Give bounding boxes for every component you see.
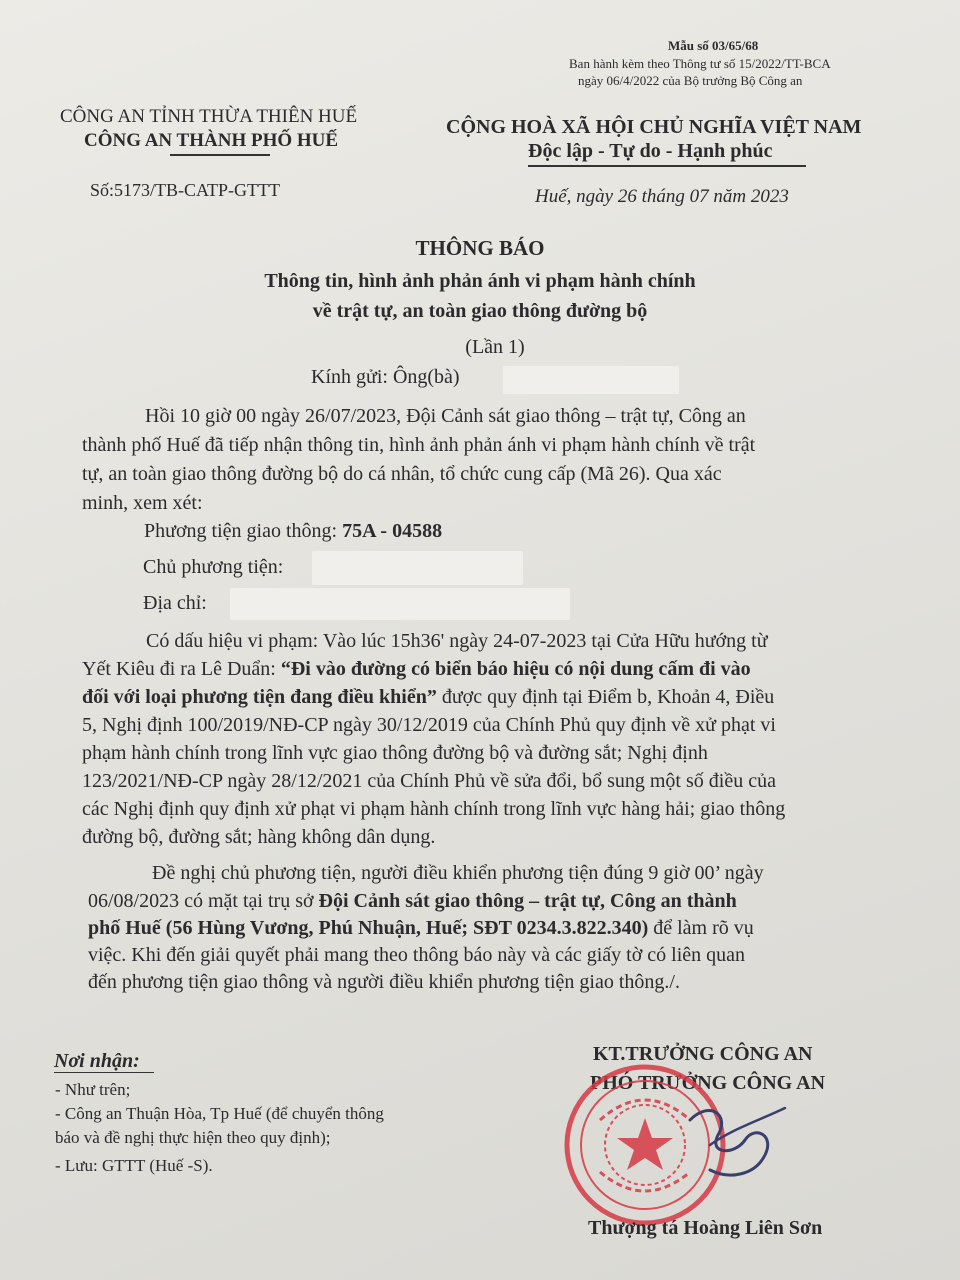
- signer-name: Thượng tá Hoàng Liên Sơn: [588, 1217, 823, 1239]
- receivers-heading: Nơi nhận:: [54, 1050, 140, 1072]
- form-number: Mẫu số 03/65/68: [668, 38, 759, 53]
- paragraph-line: minh, xem xét:: [82, 492, 203, 514]
- redacted-address: [230, 588, 570, 620]
- receiver-item: báo và đề nghị thực hiện theo quy định);: [55, 1128, 331, 1147]
- paragraph-line: Hồi 10 giờ 00 ngày 26/07/2023, Đội Cảnh sát giao thông – trật tự, Công an: [145, 405, 746, 427]
- paragraph-line: đến phương tiện giao thông và người điều khiển phương tiện giao thông./.: [88, 971, 680, 993]
- recipient-label: Kính gửi: Ông(bà): [311, 366, 460, 388]
- redacted-recipient: [503, 366, 679, 394]
- official-seal-icon: [560, 1060, 790, 1230]
- signature-title: KT.TRƯỞNG CÔNG AN: [593, 1043, 813, 1065]
- country-name: CỘNG HOÀ XÃ HỘI CHỦ NGHĨA VIỆT NAM: [446, 116, 862, 138]
- office-address: Đội Cảnh sát giao thông – trật tự, Công an thành: [318, 890, 737, 912]
- paragraph-line: phố Huế (56 Hùng Vương, Phú Nhuận, Huế; SĐT 0234.3.822.340) để làm rõ vụ: [88, 917, 754, 939]
- receiver-item: - Công an Thuận Hòa, Tp Huế (để chuyển thông: [55, 1104, 384, 1123]
- document-number: Số:5173/TB-CATP-GTTT: [90, 180, 281, 200]
- violation-description: đối với loại phương tiện đang điều khiển”: [82, 686, 437, 708]
- document-subtitle: Thông tin, hình ảnh phản ánh vi phạm hành chính: [264, 270, 696, 292]
- paragraph-line: Đề nghị chủ phương tiện, người điều khiển phương tiện đúng 9 giờ 00’ ngày: [152, 862, 764, 884]
- paragraph-line: Có dấu hiệu vi phạm: Vào lúc 15h36' ngày 24-07-2023 tại Cửa Hữu hướng từ: [146, 630, 768, 652]
- paragraph-line: 5, Nghị định 100/2019/NĐ-CP ngày 30/12/2019 của Chính Phủ quy định về xử phạt vi: [82, 714, 776, 736]
- plate-number: 75A - 04588: [342, 520, 443, 542]
- paragraph-line: phạm hành chính trong lĩnh vực giao thông đường bộ và đường sắt; Nghị định: [82, 742, 708, 764]
- paragraph-line: 06/08/2023 có mặt tại trụ sở Đội Cảnh sát giao thông – trật tự, Công an thành: [88, 890, 737, 912]
- address-label: Địa chỉ:: [143, 592, 207, 614]
- notice-count: (Lần 1): [465, 336, 525, 358]
- form-issued-line: ngày 06/4/2022 của Bộ trưởng Bộ Công an: [578, 73, 803, 88]
- receivers-underline: [54, 1072, 154, 1073]
- paragraph-line: các Nghị định quy định xử phạt vi phạm hành chính trong lĩnh vực hàng hải; giao thông: [82, 798, 786, 820]
- paragraph-line: đường bộ, đường sắt; hàng không dân dụng.: [82, 826, 436, 848]
- receiver-item: - Như trên;: [55, 1080, 131, 1099]
- paragraph-line: tự, an toàn giao thông đường bộ do cá nhân, tổ chức cung cấp (Mã 26). Qua xác: [82, 463, 722, 485]
- agency-underline: [170, 154, 270, 156]
- owner-label: Chủ phương tiện:: [143, 556, 284, 578]
- place-date: Huế, ngày 26 tháng 07 năm 2023: [535, 186, 789, 207]
- national-motto: Độc lập - Tự do - Hạnh phúc: [528, 140, 773, 162]
- paragraph-line: Yết Kiêu đi ra Lê Duẩn: “Đi vào đường có biển báo hiệu có nội dung cấm đi vào: [82, 658, 751, 680]
- document-subtitle: về trật tự, an toàn giao thông đường bộ: [312, 300, 648, 322]
- violation-description: “Đi vào đường có biển báo hiệu có nội dung cấm đi vào: [280, 658, 751, 680]
- agency-name: CÔNG AN THÀNH PHỐ HUẾ: [84, 130, 339, 151]
- motto-underline: [528, 165, 806, 167]
- office-address: phố Huế (56 Hùng Vương, Phú Nhuận, Huế; SĐT 0234.3.822.340): [88, 917, 649, 939]
- vehicle-label: Phương tiện giao thông:: [144, 520, 338, 542]
- agency-parent: CÔNG AN TỈNH THỪA THIÊN HUẾ: [60, 106, 358, 127]
- paragraph-line: 123/2021/NĐ-CP ngày 28/12/2021 của Chính Phủ về sửa đổi, bổ sung một số điều của: [82, 770, 776, 792]
- form-issued-line: Ban hành kèm theo Thông tư số 15/2022/TT-BCA: [569, 56, 831, 71]
- paragraph-line: thành phố Huế đã tiếp nhận thông tin, hình ảnh phản ánh vi phạm hành chính về trật: [82, 434, 756, 456]
- signature-title: PHÓ TRƯỞNG CÔNG AN: [590, 1072, 826, 1094]
- paragraph-line: việc. Khi đến giải quyết phải mang theo thông báo này và các giấy tờ có liên quan: [88, 944, 746, 966]
- receiver-item: - Lưu: GTTT (Huế -S).: [55, 1156, 213, 1175]
- document-title: THÔNG BÁO: [415, 236, 545, 260]
- redacted-owner: [312, 551, 523, 585]
- vehicle-field: [144, 520, 442, 543]
- paragraph-line: đối với loại phương tiện đang điều khiển” được quy định tại Điểm b, Khoản 4, Điều: [82, 686, 775, 708]
